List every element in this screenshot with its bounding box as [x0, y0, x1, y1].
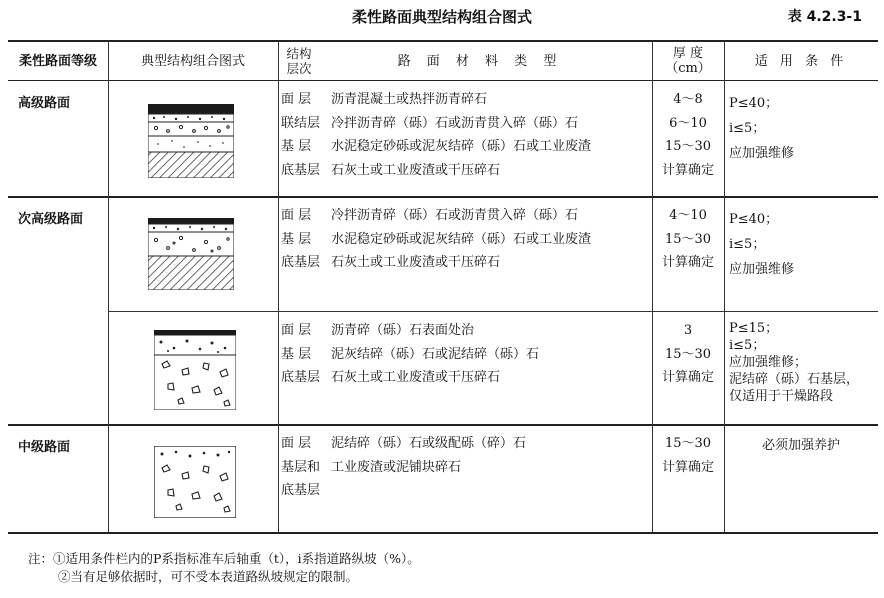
layer-name: 底基层 — [281, 370, 321, 385]
material-text: 石灰土或工业废渣或干压碎石 — [331, 370, 501, 385]
thickness-values — [652, 204, 724, 275]
material-text: 沥青混凝土或热拌沥青碎石 — [331, 92, 488, 107]
pavement-diagram-high — [148, 104, 234, 178]
material-text: 沥青碎（砾）石表面处治 — [331, 323, 475, 338]
grade-label: 中级路面 — [18, 440, 71, 455]
condition-text: P≤40； — [729, 212, 779, 227]
pavement-diagram-medium — [154, 446, 236, 518]
layer-name: 面 层 — [281, 436, 312, 451]
footnote: ②当有足够依据时，可不受本表道路纵坡规定的限制。 — [58, 569, 359, 584]
condition-text: i≤5； — [729, 338, 766, 353]
material-text: 泥灰结碎（砾）石或泥结碎（砾）石 — [331, 346, 540, 362]
condition-text: 仅适用于干燥路段 — [729, 389, 834, 404]
group-rule — [8, 196, 878, 198]
col-divider — [724, 42, 725, 532]
grade-label: 次高级路面 — [18, 212, 84, 227]
header-grade: 柔性路面等级 — [18, 54, 97, 69]
thickness-values — [652, 88, 724, 182]
header-condition: 适 用 条 件 — [754, 54, 848, 69]
pavement-diagram-surface-treatment — [154, 330, 236, 410]
layer-names — [281, 204, 320, 275]
layer-name: 面 层 — [281, 208, 312, 223]
materials — [331, 319, 539, 390]
material-text: 石灰土或工业废渣或干压碎石 — [331, 255, 501, 270]
table-number: 表 4.2.3-1 — [787, 9, 862, 25]
conditions — [729, 320, 859, 405]
group-rule — [8, 424, 878, 426]
thickness-value: 15～30 — [664, 436, 712, 451]
thickness-value: 计算确定 — [661, 255, 714, 270]
condition-text: 应加强维修； — [729, 355, 808, 370]
header-layer: 结构层次 — [286, 46, 312, 76]
layer-names — [281, 432, 320, 503]
condition-text: 必须加强养护 — [761, 438, 840, 453]
material-text: 冷拌沥青碎（砾）石或沥青贯入碎（砾）石 — [331, 115, 579, 131]
subgroup-rule — [108, 311, 878, 312]
bottom-rule — [8, 532, 878, 534]
condition-text: 应加强维修 — [729, 146, 795, 161]
materials — [331, 88, 591, 182]
condition-text: 泥结碎（砾）石基层， — [729, 372, 860, 387]
layer-name: 底基层 — [281, 483, 321, 498]
thickness-value: 3 — [683, 323, 693, 338]
header-thickness: 厚 度（cm） — [665, 46, 711, 76]
thickness-value: 15～30 — [664, 346, 712, 362]
col-divider — [278, 42, 279, 532]
material-text: 冷拌沥青碎（砾）石或沥青贯入碎（砾）石 — [331, 208, 579, 223]
layer-name: 基层和 — [281, 459, 321, 475]
thickness-values — [652, 432, 724, 479]
material-text: 工业废渣或泥铺块碎石 — [331, 459, 462, 475]
thickness-value: 4～10 — [669, 208, 707, 223]
condition-text: P≤15； — [729, 321, 779, 336]
layer-name: 底基层 — [281, 255, 321, 270]
layer-name: 基 层 — [281, 231, 312, 247]
condition-text: i≤5； — [729, 121, 766, 136]
layer-name: 面 层 — [281, 92, 312, 107]
header-diagram: 典型结构组合图式 — [140, 54, 245, 69]
conditions — [729, 91, 794, 166]
layer-name: 面 层 — [281, 323, 312, 338]
material-text: 水泥稳定砂砾或泥灰结碎（砾）石或工业废渣 — [331, 139, 592, 154]
layer-names — [281, 319, 320, 390]
thickness-value: 计算确定 — [661, 370, 714, 385]
layer-names — [281, 88, 320, 182]
materials — [331, 432, 526, 479]
footnote: 注：①适用条件栏内的P系指标准车后轴重（t），i系指道路纵坡（%）。 — [28, 551, 420, 566]
material-text: 石灰土或工业废渣或干压碎石 — [331, 162, 501, 178]
layer-name: 联结层 — [281, 115, 321, 131]
thickness-value: 15～30 — [664, 139, 712, 154]
materials — [331, 204, 591, 275]
thickness-value: 6～10 — [669, 115, 707, 131]
material-text: 水泥稳定砂砾或泥灰结碎（砾）石或工业废渣 — [331, 231, 592, 247]
pavement-diagram-sub-high — [148, 218, 234, 290]
layer-name: 基 层 — [281, 139, 312, 154]
grade-label: 高级路面 — [18, 96, 71, 111]
layer-name: 基 层 — [281, 346, 312, 362]
thickness-value: 计算确定 — [661, 162, 714, 178]
condition-text: i≤5； — [729, 237, 766, 252]
condition-text: P≤40； — [729, 96, 779, 111]
conditions — [724, 437, 878, 454]
condition-text: 应加强维修 — [729, 262, 795, 277]
conditions — [729, 207, 794, 282]
header-rule — [8, 80, 878, 81]
header-material: 路 面 材 料 类 型 — [397, 54, 563, 69]
thickness-value: 4～8 — [673, 92, 703, 107]
thickness-value: 计算确定 — [661, 459, 714, 475]
material-text: 泥结碎（砾）石或级配砾（碎）石 — [331, 436, 527, 451]
top-rule — [8, 40, 878, 42]
col-divider — [108, 42, 109, 532]
layer-name: 底基层 — [281, 162, 321, 178]
thickness-values — [652, 319, 724, 390]
table-title: 柔性路面典型结构组合图式 — [351, 8, 532, 26]
thickness-value: 15～30 — [664, 231, 712, 247]
